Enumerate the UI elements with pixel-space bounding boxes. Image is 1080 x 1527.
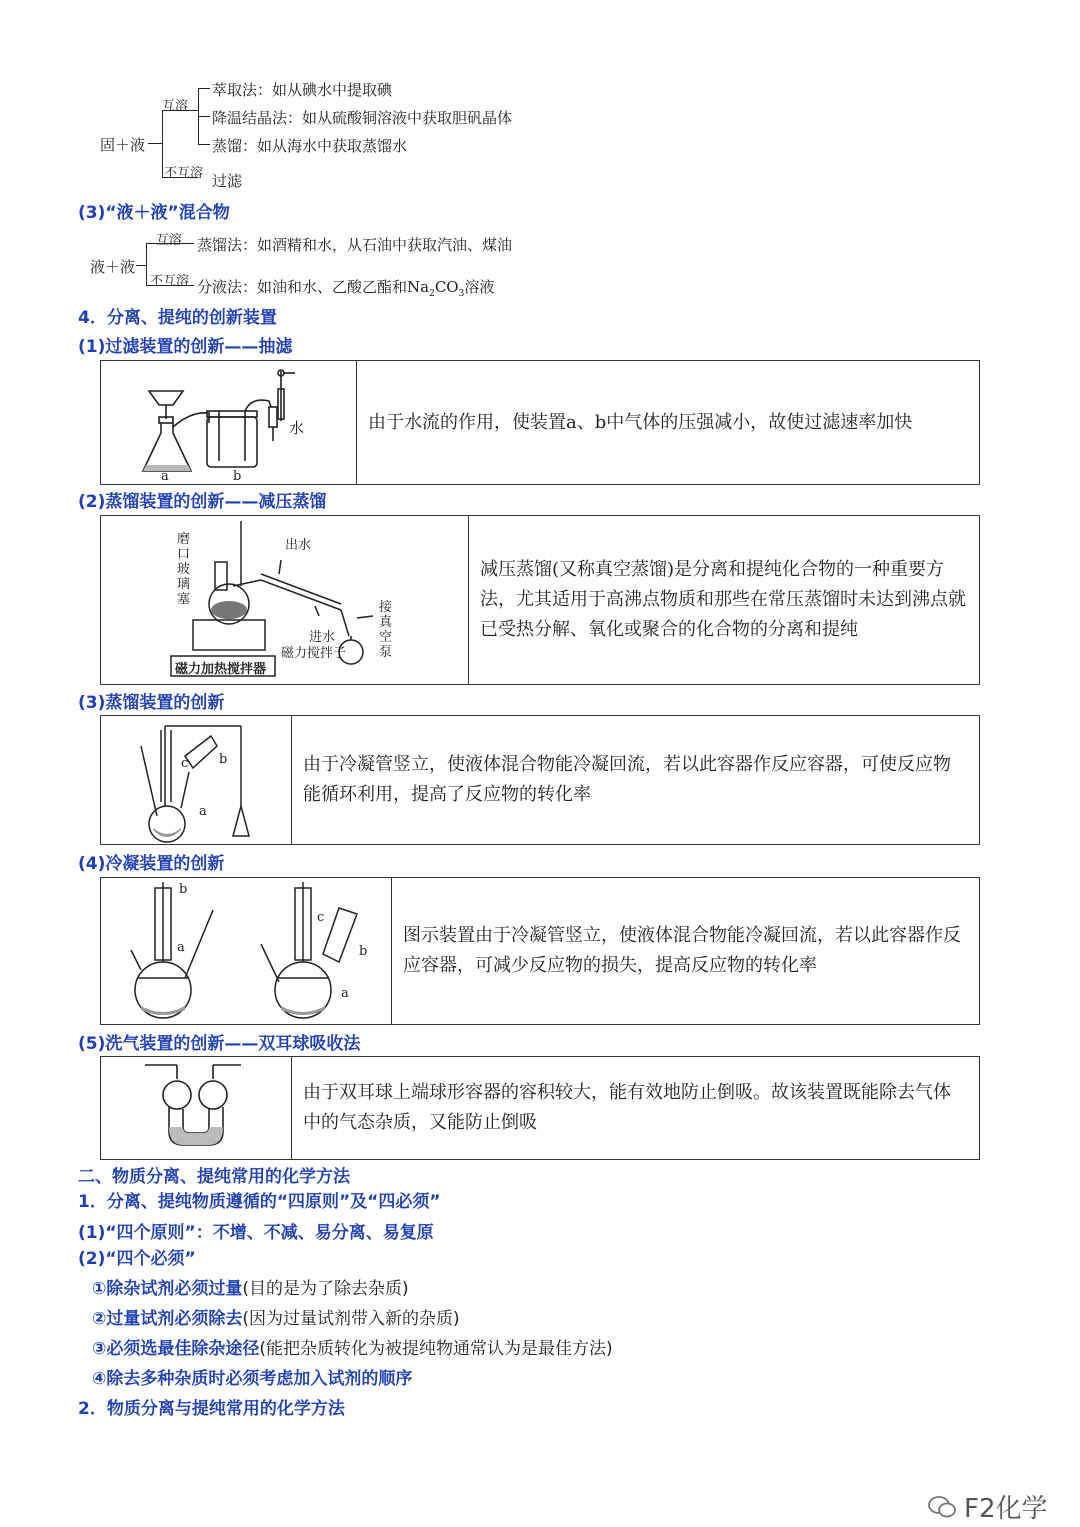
s2-label-water-in: 进水 bbox=[309, 630, 336, 645]
s1-label-b: b bbox=[233, 469, 242, 484]
s2-label-stirrer: 磁力加热搅拌器 bbox=[175, 662, 267, 677]
suction-filter-diagram bbox=[101, 361, 356, 486]
s2-box bbox=[100, 515, 980, 685]
must-item-1: ①除杂试剂必须过量(目的是为了除去杂质) bbox=[92, 1279, 409, 1299]
s4-box bbox=[100, 877, 980, 1025]
part2-title: 二、物质分离、提纯常用的化学方法 bbox=[78, 1167, 350, 1187]
s5-heading: (5)洗气装置的创新——双耳球吸收法 bbox=[78, 1034, 361, 1054]
s1-heading: (1)过滤装置的创新——抽滤 bbox=[78, 337, 293, 357]
tree2-branch-immiscible: 不互溶 bbox=[150, 274, 190, 289]
tree2-leaf-distillation: 蒸馏法：如酒精和水，从石油中获取汽油、煤油 bbox=[197, 236, 513, 254]
s3-description: 由于冷凝管竖立，使液体混合物能冷凝回流，若以此容器作反应容器，可使反应物能循环利用，提高了反应物的转化率 bbox=[303, 754, 951, 805]
s1-label-a: a bbox=[161, 469, 169, 484]
s3-label-b: b bbox=[219, 752, 228, 767]
part2-sub2: 2．物质分离与提纯常用的化学方法 bbox=[78, 1399, 345, 1419]
tree1-branch-miscible: 互溶 bbox=[162, 99, 189, 114]
double-bulb-absorber-diagram bbox=[101, 1057, 291, 1161]
reflux-condenser-diagram bbox=[101, 878, 391, 1026]
tree1-leaf-distillation: 蒸馏：如从海水中获取蒸馏水 bbox=[212, 137, 408, 155]
s5-diagram bbox=[101, 1057, 292, 1159]
tree2-leaf-separation: 分液法：如油和水、乙酸乙酯和$Na_2CO_3$溶液 bbox=[197, 278, 495, 299]
s4-heading: (4)冷凝装置的创新 bbox=[78, 854, 225, 874]
s3-box bbox=[100, 715, 980, 845]
heading-liquid-liquid: (3)“液＋液”混合物 bbox=[78, 203, 230, 223]
s4-label-a-left: a bbox=[177, 940, 185, 955]
tree2-root: 液＋液 bbox=[90, 258, 136, 276]
s3-label-c: c bbox=[181, 756, 189, 771]
s1-box bbox=[100, 360, 980, 485]
s1-diagram bbox=[101, 361, 357, 484]
s3-label-a: a bbox=[199, 804, 207, 819]
s3-diagram bbox=[101, 716, 292, 844]
s3-heading: (3)蒸馏装置的创新 bbox=[78, 693, 225, 713]
wechat-icon bbox=[928, 1495, 956, 1519]
s2-label-vacuum: 接真空泵 bbox=[379, 600, 393, 660]
s5-box bbox=[100, 1056, 980, 1160]
tree1-root: 固＋液 bbox=[100, 136, 146, 154]
four-musts-title: (2)“四个必须” bbox=[78, 1249, 196, 1269]
four-principles: (1)“四个原则”：不增、不减、易分离、易复原 bbox=[78, 1223, 434, 1243]
must-item-4: ④除去多种杂质时必须考虑加入试剂的顺序 bbox=[92, 1369, 413, 1389]
must-item-2: ②过量试剂必须除去(因为过量试剂带入新的杂质) bbox=[92, 1309, 460, 1329]
watermark-text: F2化学 bbox=[964, 1494, 1048, 1524]
s1-description: 由于水流的作用，使装置a、b中气体的压强减小，故使过滤速率加快 bbox=[368, 411, 913, 433]
s1-label-water: 水 bbox=[289, 419, 305, 437]
must-item-3: ③必须选最佳除杂途径(能把杂质转化为被提纯物通常认为是最佳方法) bbox=[92, 1339, 613, 1359]
s2-label-stopper: 磨口玻璃塞 bbox=[177, 532, 191, 607]
s2-diagram bbox=[101, 516, 469, 684]
tree1-leaf-filtration: 过滤 bbox=[212, 172, 243, 190]
s2-heading: (2)蒸馏装置的创新——减压蒸馏 bbox=[78, 492, 327, 512]
s2-label-stir-bar: 磁力搅拌子 bbox=[281, 646, 347, 661]
s4-label-b-right: b bbox=[359, 944, 368, 959]
tree1-leaf-crystallization: 降温结晶法：如从硫酸铜溶液中获取胆矾晶体 bbox=[212, 109, 513, 127]
section-4-title: 4．分离、提纯的创新装置 bbox=[78, 308, 277, 328]
s5-description: 由于双耳球上端球形容器的容积较大，能有效地防止倒吸。故该装置既能除去气体中的气态杂质，又能防止倒吸 bbox=[303, 1082, 951, 1133]
tree1-branch-immiscible: 不互溶 bbox=[164, 166, 204, 181]
tree2-branch-miscible: 互溶 bbox=[156, 233, 183, 248]
s2-label-water-out: 出水 bbox=[285, 538, 312, 553]
s4-label-a-right: a bbox=[341, 986, 349, 1001]
watermark bbox=[928, 1488, 1048, 1525]
part2-sub1: 1．分离、提纯物质遵循的“四原则”及“四必须” bbox=[78, 1192, 441, 1212]
s4-description: 图示装置由于冷凝管竖立，使液体混合物能冷凝回流，若以此容器作反应容器，可减少反应物的损失，提高反应物的转化率 bbox=[403, 925, 961, 976]
s4-label-c-right: c bbox=[317, 910, 325, 925]
s4-label-b-left: b bbox=[179, 882, 188, 897]
s2-description: 减压蒸馏(又称真空蒸馏)是分离和提纯化合物的一种重要方法，尤其适用于高沸点物质和那些在常压蒸馏时未达到沸点就已受热分解、氧化或聚合的化合物的分离和提纯 bbox=[480, 559, 966, 640]
s4-diagram bbox=[101, 878, 392, 1024]
tree1-leaf-extraction: 萃取法：如从碘水中提取碘 bbox=[212, 81, 393, 99]
reflux-distillation-diagram bbox=[101, 716, 291, 846]
